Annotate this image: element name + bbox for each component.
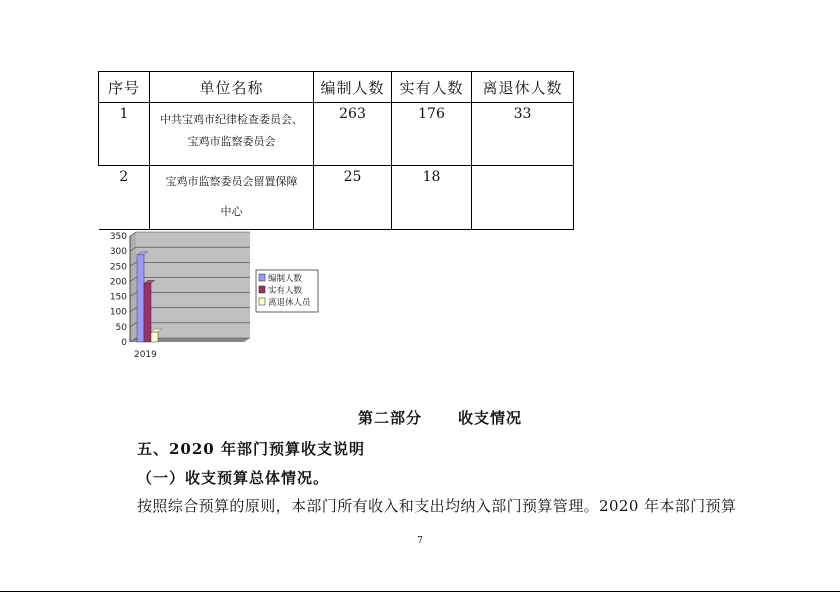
legend-label-1: 编制人数 (268, 274, 303, 284)
body-paragraph: 按照综合预算的原则，本部门所有收入和支出均纳入部门预算管理。2020 年本部门预算 (137, 497, 737, 515)
page-edge-line (0, 591, 840, 592)
cell-no: 1 (99, 103, 150, 166)
staff-table (98, 71, 574, 230)
cell-authorized: 25 (314, 166, 392, 230)
legend-swatch-3 (259, 298, 265, 305)
y-tick-label: 100 (109, 307, 127, 318)
legend-swatch-2 (259, 286, 265, 293)
y-tick-label: 350 (109, 232, 127, 242)
cell-unit (150, 166, 314, 230)
staff-bar-chart (100, 222, 320, 362)
bar-3 (151, 332, 158, 342)
cell-actual: 176 (392, 103, 472, 166)
y-tick-label: 200 (109, 277, 127, 288)
page-number: 7 (417, 536, 423, 546)
part-title-text: 收支情况 (458, 409, 523, 427)
chart-side-wall (130, 232, 136, 342)
legend-label-2: 实有人数 (268, 286, 303, 296)
cell-no: 2 (99, 166, 150, 230)
cell-retired (472, 166, 574, 230)
table-row (99, 166, 574, 230)
cell-retired: 33 (472, 103, 574, 166)
header-no: 序号 (99, 72, 150, 103)
part-title (0, 407, 840, 428)
y-tick-label: 50 (115, 322, 127, 333)
unit-line-2: 中心 (220, 205, 243, 218)
bar-1 (137, 255, 144, 342)
chart-plot-area (136, 232, 250, 338)
part-title-number: 第二部分 (357, 409, 422, 427)
chart-svg (100, 222, 320, 362)
section-title: 五、2020 年部门预算收支说明 (137, 440, 365, 458)
x-tick-label: 2019 (134, 350, 157, 360)
subsection-title: （一）收支预算总体情况。 (137, 469, 330, 487)
header-authorized: 编制人数 (314, 72, 392, 103)
y-tick-label: 150 (109, 292, 127, 303)
bar-2 (144, 283, 151, 342)
unit-line-1: 中共宝鸡市纪律检查委员会、 (160, 113, 303, 126)
legend-label-3: 离退休人员 (268, 298, 311, 308)
table-row (99, 103, 574, 166)
unit-line-1: 宝鸡市监察委员会留置保障 (165, 175, 298, 188)
header-retired: 离退休人数 (472, 72, 574, 103)
y-tick-label: 0 (121, 338, 127, 348)
y-tick-label: 300 (109, 247, 127, 258)
cell-unit (150, 103, 314, 166)
cell-actual: 18 (392, 166, 472, 230)
header-actual: 实有人数 (392, 72, 472, 103)
legend-swatch-1 (259, 274, 265, 281)
y-tick-label: 250 (109, 262, 127, 273)
table-header-row (99, 72, 574, 103)
header-unit: 单位名称 (150, 72, 314, 103)
unit-line-2: 宝鸡市监察委员会 (187, 135, 276, 148)
cell-authorized: 263 (314, 103, 392, 166)
